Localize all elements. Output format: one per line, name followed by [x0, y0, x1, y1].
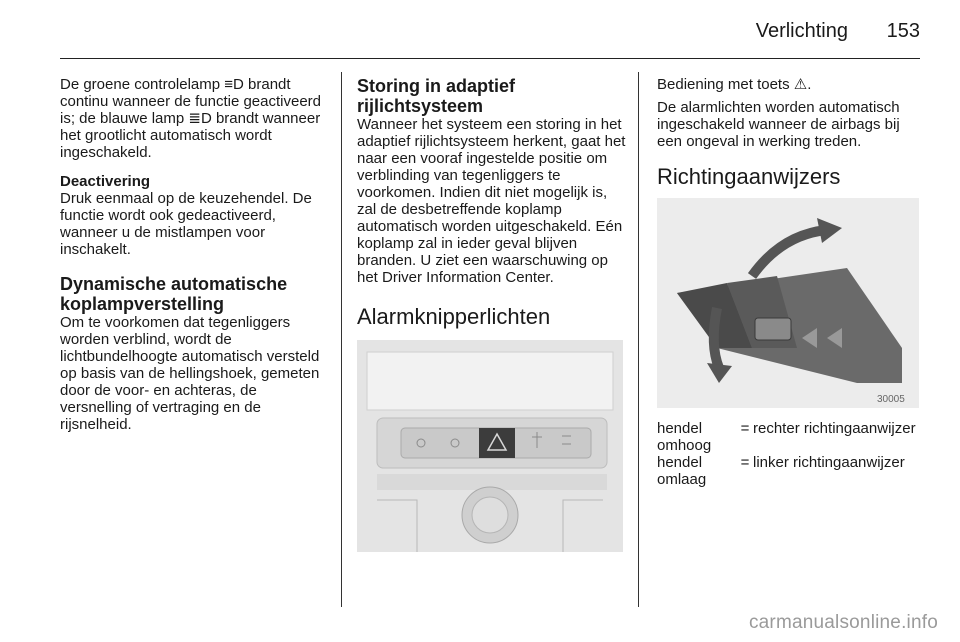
def-eq-1: =: [740, 420, 750, 437]
deactivering-heading: Deactivering: [60, 173, 151, 190]
intro-paragraph: De groene controlelamp ≡D brandt continu wanneer de functie geactiveerd is; de blauwe lamp ≣D brandt wanneer het grootlicht automatisch wordt ingeschakeld.: [60, 76, 322, 161]
definition-list: [657, 420, 927, 488]
page-section-title: Verlichting: [755, 20, 848, 42]
column-divider-1: [341, 72, 342, 607]
def-desc-1: rechter richtingaanwijzer: [753, 420, 916, 437]
dynamic-leveling-paragraph: Om te voorkomen dat tegenliggers worden verblind, wordt de lichtbundelhoogte automatisch versteld op basis van de hellingshoek, gemeten door de voor- en achteras, de versnelling of vertraging en de rijsnelheid.: [60, 314, 320, 433]
alarm-auto-paragraph: De alarmlichten worden automatisch ingeschakeld wanneer de airbags bij een ongeval in werking treden.: [657, 99, 900, 150]
column-1: [60, 76, 330, 433]
watermark: carmanualsonline.info: [748, 612, 938, 633]
dynamic-leveling-heading: Dynamische automatische koplampverstelling: [60, 274, 288, 314]
storing-paragraph: Wanneer het systeem een storing in het adaptief rijlichtsysteem herkent, gaat het naar een vooraf ingestelde positie om verblinding van tegenliggers te voorkomen. Indien dit niet mogelijk is, zal de desbetreffende koplamp automatisch worden uitgeschakeld. Eén koplamp zal in ieder geval blijven branden. U ziet een waarschuwing op het Driver Information Center.: [357, 116, 626, 286]
def-term-2: hendel omlaag: [657, 454, 707, 488]
column-3: [657, 76, 927, 488]
def-eq-2: =: [740, 454, 750, 471]
def-desc-2: linker richtingaanwijzer: [753, 454, 905, 471]
figure-code: 30005: [877, 394, 905, 405]
column-divider-2: [638, 72, 639, 607]
page-number: 153: [886, 20, 920, 42]
header-divider: [60, 58, 920, 59]
hazard-button-panel-image: [357, 340, 623, 552]
column-2: [357, 76, 627, 552]
turn-signal-lever-image: [657, 198, 919, 408]
def-term-1: hendel omhoog: [657, 420, 712, 454]
bediening-paragraph: Bediening met toets ⚠.: [657, 76, 812, 93]
deactivering-paragraph: Druk eenmaal op de keuzehendel. De functie wordt ook gedeactiveerd, wanneer u de mistlampen voor inschakelt.: [60, 190, 312, 258]
richting-heading: Richtingaanwijzers: [657, 164, 841, 189]
storing-heading: Storing in adaptief rijlichtsysteem: [357, 76, 516, 116]
alarm-heading: Alarmknipperlichten: [357, 304, 551, 329]
